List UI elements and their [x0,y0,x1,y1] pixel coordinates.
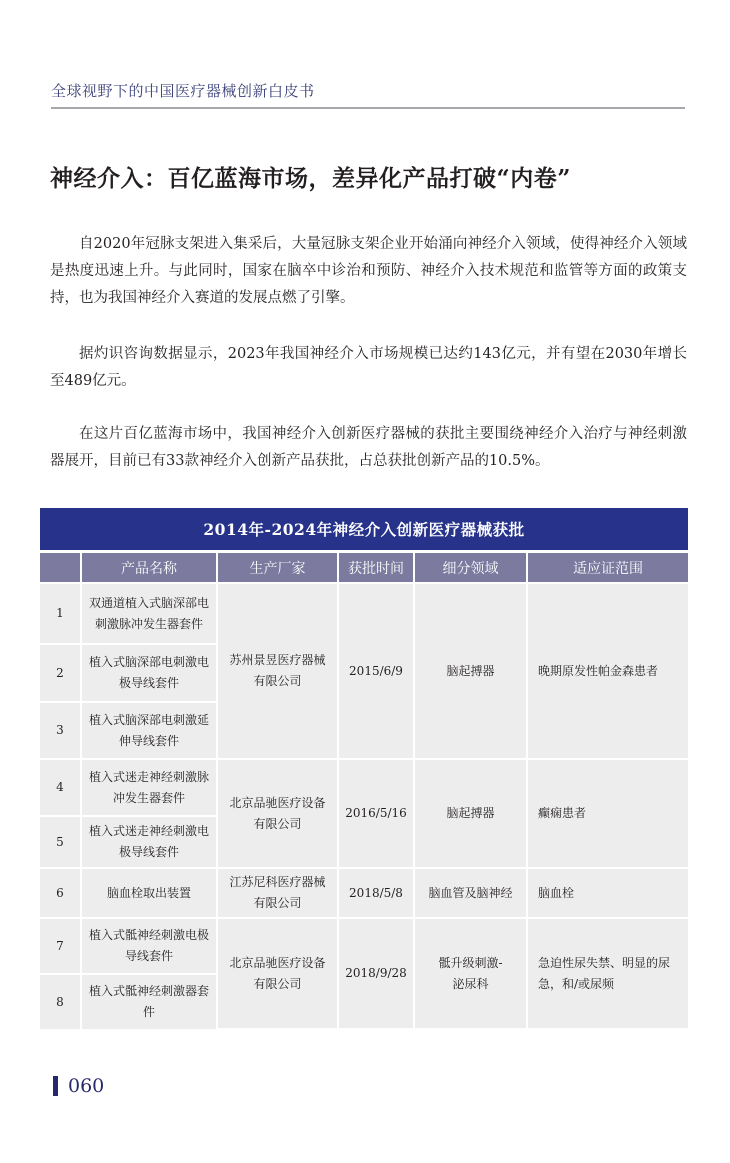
indication-scope: 脑血栓 [527,868,688,918]
approval-date: 2016/5/16 [338,759,414,868]
product-name: 植入式骶神经刺激器套件 [81,974,217,1029]
column-header-manufacturer: 生产厂家 [217,552,338,583]
table-row [40,583,688,644]
column-header-product: 产品名称 [81,552,217,583]
column-header-date: 获批时间 [338,552,414,583]
product-name: 植入式脑深部电刺激电极导线套件 [81,644,217,702]
table-title: 2014年-2024年神经介入创新医疗器械获批 [40,508,688,550]
page-number: 060 [68,1075,105,1097]
paragraph-3: 在这片百亿蓝海市场中，我国神经介入创新医疗器械的获批主要围绕神经介入治疗与神经刺激器展开，目前已有33款神经介入创新产品获批，占总获批创新产品的10.5%。 [50,426,687,469]
table-row [40,918,688,974]
manufacturer: 北京品驰医疗设备有限公司 [217,918,338,1029]
product-name: 植入式迷走神经刺激脉冲发生器套件 [81,759,217,816]
column-header-scope: 适应证范围 [527,552,688,583]
row-number: 4 [40,759,81,816]
section-title: 神经介入：百亿蓝海市场，差异化产品打破“内卷” [50,165,571,192]
row-number: 2 [40,644,81,702]
row-number: 8 [40,974,81,1029]
product-name: 植入式脑深部电刺激延伸导线套件 [81,702,217,759]
row-number: 6 [40,868,81,918]
manufacturer: 北京品驰医疗设备有限公司 [217,759,338,868]
running-head-title: 全球视野下的中国医疗器械创新白皮书 [51,82,315,100]
header-divider [51,107,685,109]
indication-scope: 急迫性尿失禁、明显的尿急，和/或尿频 [527,918,688,1029]
manufacturer: 江苏尼科医疗器械有限公司 [217,868,338,918]
page-footer [53,1075,104,1097]
approvals-table [40,551,688,1030]
row-number: 5 [40,816,81,868]
row-number: 7 [40,918,81,974]
approval-date: 2018/5/8 [338,868,414,918]
field: 脑血管及脑神经 [414,868,527,918]
column-header-no [40,552,81,583]
approval-date: 2018/9/28 [338,918,414,1029]
paragraph-2: 据灼识咨询数据显示，2023年我国神经介入市场规模已达约143亿元，并有望在2030年增长至489亿元。 [50,346,687,389]
page-marker-bar [53,1076,58,1096]
manufacturer: 苏州景昱医疗器械有限公司 [217,583,338,759]
approval-date: 2015/6/9 [338,583,414,759]
table-header-row [40,552,688,583]
product-name: 植入式骶神经刺激电极导线套件 [81,918,217,974]
field: 脑起搏器 [414,583,527,759]
field: 骶升级刺激-泌尿科 [414,918,527,1029]
product-name: 植入式迷走神经刺激电极导线套件 [81,816,217,868]
product-name: 脑血栓取出装置 [81,868,217,918]
indication-scope: 癫痫患者 [527,759,688,868]
table-row [40,868,688,918]
column-header-field: 细分领域 [414,552,527,583]
table-row [40,759,688,816]
product-name: 双通道植入式脑深部电刺激脉冲发生器套件 [81,583,217,644]
field: 脑起搏器 [414,759,527,868]
paragraph-1: 自2020年冠脉支架进入集采后，大量冠脉支架企业开始涌向神经介入领域，使得神经介入领域是热度迅速上升。与此同时，国家在脑卒中诊治和预防、神经介入技术规范和监管等方面的政策支持，也为我国神经介入赛道的发展点燃了引擎。 [50,236,687,306]
row-number: 3 [40,702,81,759]
indication-scope: 晚期原发性帕金森患者 [527,583,688,759]
row-number: 1 [40,583,81,644]
